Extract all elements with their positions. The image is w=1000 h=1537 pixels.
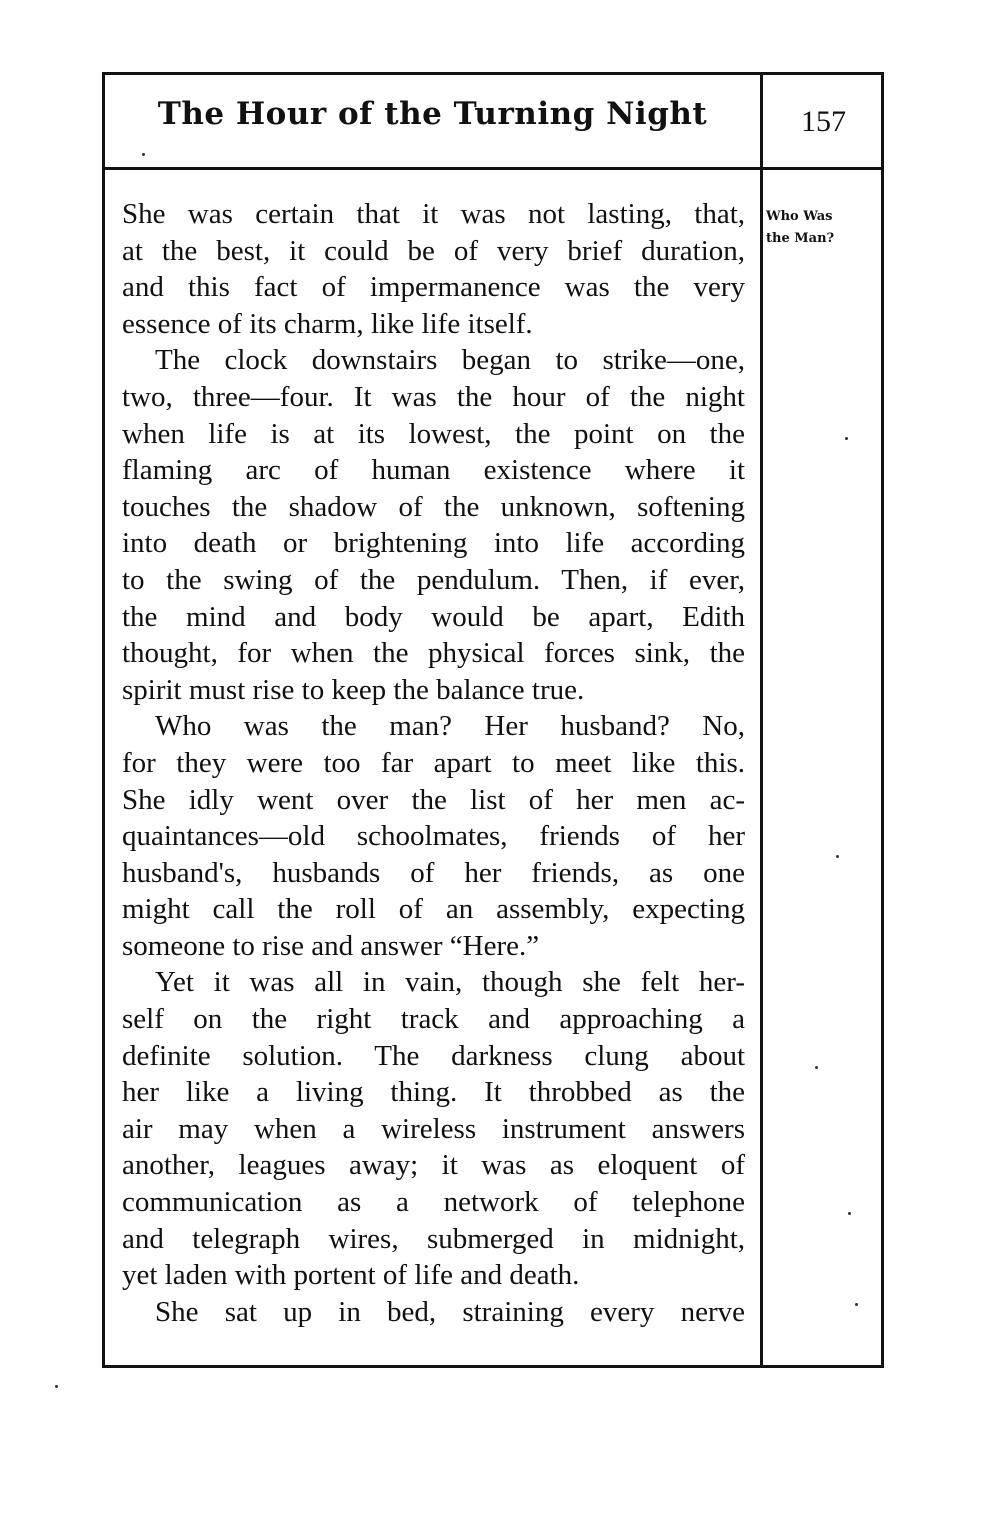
running-title: The Hour of the Turning Night xyxy=(157,96,708,132)
text-line: yet laden with portent of life and death. xyxy=(122,1259,580,1292)
text-line: into death or brightening into life according xyxy=(122,527,745,560)
text-line: essence of its charm, like life itself. xyxy=(122,307,533,340)
text-line: spirit must rise to keep the balance true. xyxy=(122,673,585,706)
text-line: for they were too far apart to meet like this. xyxy=(122,746,745,779)
text-line: She was certain that it was not lasting, that, xyxy=(122,198,745,230)
text-line: and telegraph wires, submerged in midnight, xyxy=(122,1222,745,1255)
margin-divider xyxy=(760,72,763,1368)
text-line: definite solution. The darkness clung about xyxy=(122,1039,745,1072)
text-line: quaintances—old schoolmates, friends of her xyxy=(122,820,745,853)
speck xyxy=(55,1385,58,1388)
text-line: air may when a wireless instrument answers xyxy=(122,1112,745,1145)
text-line: She idly went over the list of her men ac- xyxy=(122,783,745,816)
text-line: to the swing of the pendulum. Then, if ever, xyxy=(122,563,745,596)
text-line: flaming arc of human existence where it xyxy=(122,454,745,487)
margin-sidenote xyxy=(766,206,882,250)
text-line: when life is at its lowest, the point on the xyxy=(122,417,745,450)
speck xyxy=(815,1066,818,1069)
body-text xyxy=(122,196,745,1330)
text-line: thought, for when the physical forces sink, the xyxy=(122,637,745,670)
speck xyxy=(845,437,848,440)
sidenote-line: the Man? xyxy=(766,231,835,246)
text-line: the mind and body would be apart, Edith xyxy=(122,600,745,633)
text-line: self on the right track and approaching a xyxy=(122,1003,745,1036)
text-line: She sat up in bed, straining every nerve xyxy=(155,1295,745,1328)
speck xyxy=(836,855,839,858)
text-line: someone to rise and answer “Here.” xyxy=(122,929,540,962)
text-line: The clock downstairs began to strike—one, xyxy=(155,344,745,377)
text-line: communication as a network of telephone xyxy=(122,1186,745,1219)
speck xyxy=(848,1212,851,1215)
text-line: husband's, husbands of her friends, as one xyxy=(122,856,745,889)
text-line: and this fact of impermanence was the very xyxy=(122,271,745,304)
text-line: Who was the man? Her husband? No, xyxy=(155,710,745,743)
header-divider xyxy=(102,167,884,170)
text-line: another, leagues away; it was as eloquent of xyxy=(122,1149,745,1182)
page-number: 157 xyxy=(801,105,846,138)
speck xyxy=(142,153,145,156)
speck xyxy=(855,1303,858,1306)
text-line: Yet it was all in vain, though she felt her- xyxy=(155,966,745,999)
text-line: her like a living thing. It throbbed as the xyxy=(122,1076,745,1109)
text-line: at the best, it could be of very brief duration, xyxy=(122,234,745,267)
text-line: might call the roll of an assembly, expecting xyxy=(122,893,745,926)
sidenote-line: Who Was xyxy=(766,209,833,224)
text-line: two, three—four. It was the hour of the night xyxy=(122,380,745,413)
text-line: touches the shadow of the unknown, softening xyxy=(122,490,745,523)
